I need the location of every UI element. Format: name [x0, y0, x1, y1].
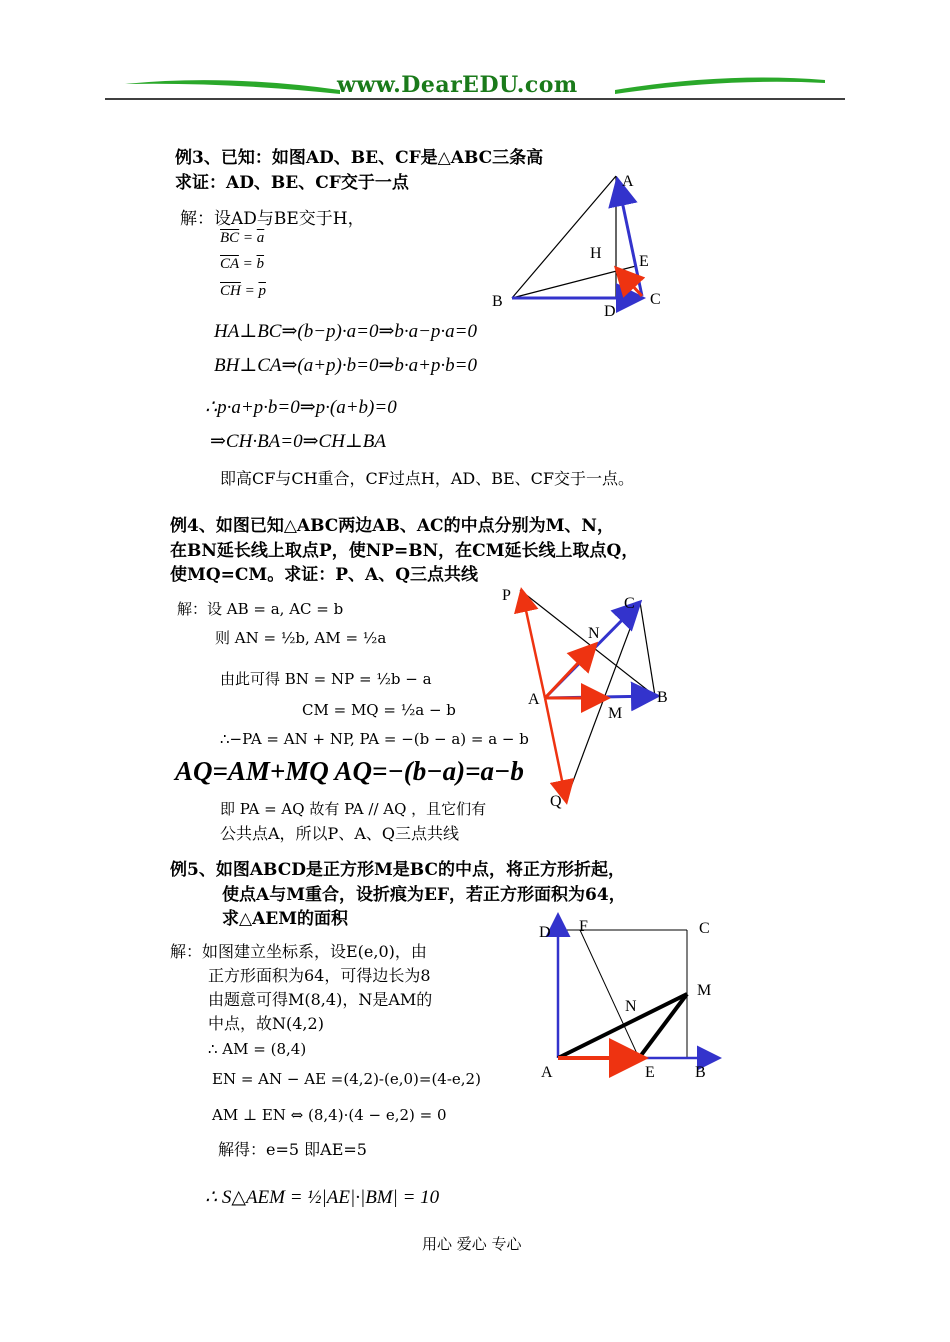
- ex3-label-c: C: [650, 291, 661, 308]
- ex3-prove: 求证：AD、BE、CF交于一点: [175, 173, 409, 193]
- ex4-step5: ∴−PA = AN + NP, PA = −(b − a) = a − b: [220, 730, 529, 748]
- ex3-label-e: E: [639, 253, 649, 270]
- ex5-sol-1: 解：如图建立坐标系，设E(e,0)，由: [170, 942, 427, 961]
- page-footer: 用心 爱心 专心: [422, 1235, 522, 1253]
- ex5-eq3: AM ⊥ EN ⇔ (8,4)·(4 − e,2) = 0: [212, 1106, 447, 1124]
- ex3-conclusion: 即高CF与CH重合，CF过点H，AD、BE、CF交于一点。: [220, 469, 635, 488]
- ex5-eq4: 解得：e=5 即AE=5: [218, 1140, 367, 1159]
- ex3-def-bc: $\overline{BC} = \overline{a}$: [220, 230, 265, 246]
- site-logo-text: www.DearEDU.com: [337, 72, 578, 98]
- ex5-sol-4: 中点，故N(4,2): [208, 1014, 324, 1033]
- ex4-label-q: Q: [550, 793, 562, 810]
- ex3-label-h: H: [590, 245, 602, 262]
- ex5-square-diagram: [525, 905, 730, 1090]
- ex5-title-3: 求△AEM的面积: [222, 909, 349, 929]
- ex3-def-ch: $\overline{CH} = \overline{p}$: [220, 283, 266, 299]
- ex4-title-3: 使MQ=CM。求证：P、A、Q三点共线: [170, 565, 478, 585]
- ex3-label-a: A: [622, 173, 634, 190]
- ex5-eq1: ∴ AM = (8,4): [208, 1040, 307, 1058]
- header-banner: [105, 68, 845, 108]
- ex3-label-d: D: [604, 303, 616, 320]
- ex4-step2: 则 AN = ½b, AM = ½a: [215, 629, 387, 647]
- ex4-step3: 由此可得 BN = NP = ½b − a: [220, 670, 432, 688]
- ex5-label-e: E: [645, 1064, 655, 1081]
- ex3-eq4: ⇒CH·BA=0⇒CH⊥BA: [210, 431, 386, 452]
- ex4-label-m: M: [608, 705, 623, 722]
- ex3-def-ca: $\overline{CA} = \overline{b}$: [220, 256, 265, 272]
- ex4-step1: 解：设 AB = a, AC = b: [177, 600, 344, 618]
- ex4-label-a: A: [528, 691, 540, 708]
- ex5-label-b: B: [695, 1064, 706, 1081]
- ex4-step8: 公共点A，所以P、A、Q三点共线: [220, 824, 459, 843]
- ex4-label-c: C: [624, 595, 635, 612]
- ex5-sol-3: 由题意可得M(8,4)，N是AM的: [208, 990, 433, 1009]
- ex5-title-1: 例5、如图ABCD是正方形M是BC的中点，将正方形折起，: [170, 860, 626, 880]
- ex4-label-n: N: [588, 625, 600, 642]
- ex3-sol-intro: 解：设AD与BE交于H，: [180, 209, 365, 229]
- ex4-collinear-diagram: [500, 578, 690, 818]
- ex5-label-c: C: [699, 920, 710, 937]
- ex5-label-a: A: [541, 1064, 553, 1081]
- ex4-step4: CM = MQ = ½a − b: [302, 701, 456, 719]
- ex4-step6: AQ=AM+MQ AQ=−(b−a)=a−b: [175, 756, 524, 786]
- ex4-title-2: 在BN延长线上取点P，使NP=BN，在CM延长线上取点Q，: [170, 541, 639, 561]
- ex4-step7: 即 PA = AQ 故有 PA // AQ ，且它们有: [220, 800, 487, 818]
- ex5-title-2: 使点A与M重合，设折痕为EF，若正方形面积为64，: [222, 885, 626, 905]
- ex5-sol-2: 正方形面积为64，可得边长为8: [208, 966, 431, 985]
- ex5-label-d: D: [539, 924, 551, 941]
- ex5-label-f: F: [579, 918, 588, 935]
- ex4-label-b: B: [657, 689, 668, 706]
- ex3-eq3: ∴p·a+p·b=0⇒p·(a+b)=0: [205, 397, 397, 418]
- ex3-eq1: HA⊥BC⇒(b−p)·a=0⇒b·a−p·a=0: [214, 321, 478, 342]
- ex5-eq5: ∴ S△AEM = ½|AE|·|BM| = 10: [205, 1187, 440, 1208]
- ex3-triangle-diagram: [480, 160, 680, 330]
- ex3-title: 例3、已知：如图AD、BE、CF是△ABC三条高: [175, 148, 544, 168]
- ex5-label-m: M: [697, 982, 712, 999]
- ex3-label-b: B: [492, 293, 503, 310]
- ex4-label-p: P: [502, 587, 511, 604]
- ex4-title-1: 例4、如图已知△ABC两边AB、AC的中点分别为M、N，: [170, 516, 614, 536]
- ex3-eq2: BH⊥CA⇒(a+p)·b=0⇒b·a+p·b=0: [214, 355, 478, 376]
- ex5-label-n: N: [625, 998, 637, 1015]
- ex5-eq2: EN = AN − AE =(4,2)-(e,0)=(4-e,2): [212, 1070, 481, 1088]
